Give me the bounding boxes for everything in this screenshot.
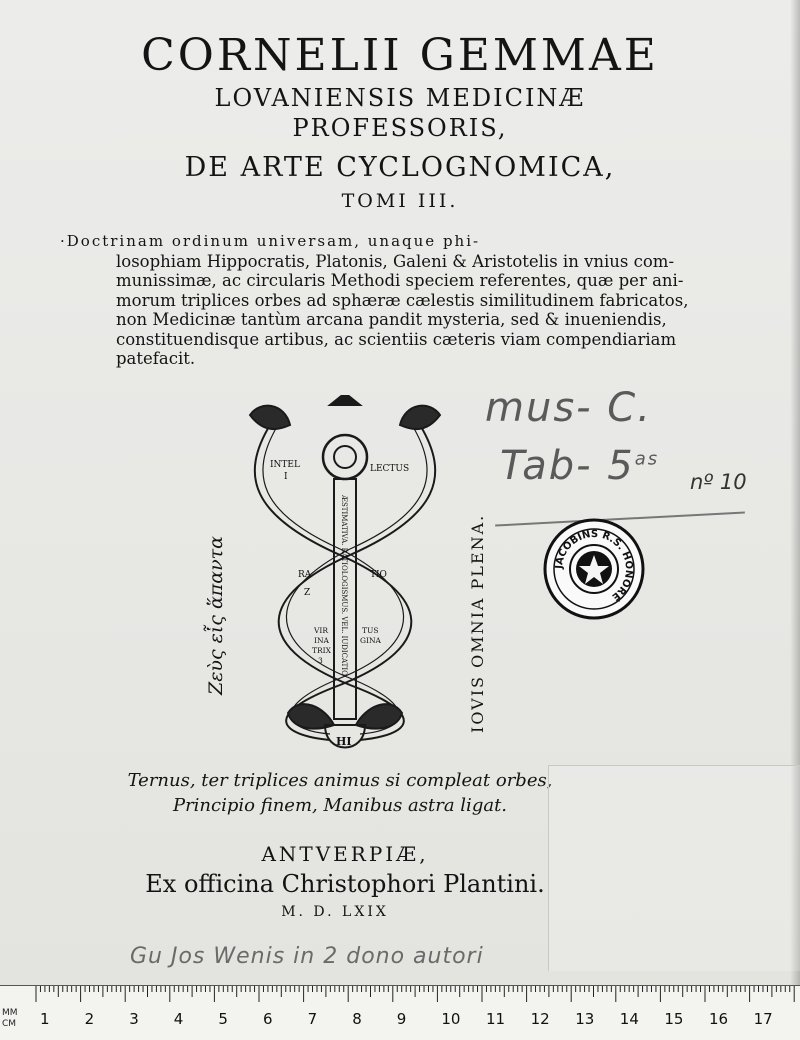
description-paragraph [60, 232, 760, 369]
handwritten-shelf-number: nº 10 [690, 470, 747, 494]
ruler-number: 3 [129, 1010, 139, 1028]
description-first-line: ·Doctrinam ordinum universam, unaque phi- [60, 232, 481, 250]
ruler-number: 1 [40, 1010, 50, 1028]
handwritten-shelfmark-2: Tab- $5^{as}$ [500, 443, 660, 489]
title-origin: LOVANIENSIS MEDICINÆ [214, 84, 586, 112]
ruler-number: 15 [664, 1010, 684, 1028]
emblem-label-trix: TRIX [312, 646, 331, 655]
emblem-label-intel: INTEL [270, 460, 300, 470]
ruler-number: 2 [84, 1010, 95, 1028]
ruler-number: 5 [218, 1010, 228, 1028]
stamp-text: JACOBINS R.S. HONORÉ [553, 528, 635, 603]
title-volumes: TOMI III. [341, 190, 459, 212]
imprint-printer: Ex officina Christophori Plantini. [145, 870, 545, 898]
emblem-label-gina: GINA [360, 636, 381, 645]
emblem-base-mark: HI [336, 735, 352, 748]
emblem-label-tus: TUS [362, 626, 379, 635]
ruler-number: 10 [441, 1010, 461, 1028]
greek-motto-vertical: Ζεὺς εἷς ἅπαντα [205, 536, 227, 695]
imprint-year: M. D. LXIX [281, 904, 389, 920]
measuring-ruler [0, 985, 800, 1040]
ruler-number: 9 [396, 1010, 407, 1028]
verse-line-2: Principio finem, Manibus astra ligat. [172, 795, 508, 816]
emblem-label-lectus: LECTUS [370, 464, 410, 474]
ruler-number: 11 [486, 1010, 506, 1028]
ruler-number: 12 [530, 1010, 550, 1028]
ruler-number: 16 [709, 1010, 729, 1028]
ruler-number: 6 [263, 1010, 273, 1028]
emblem-label-z: Z [304, 588, 311, 598]
tape-patch [548, 765, 800, 971]
verse-line-1: Ternus, ter triplices animus si compleat orbes, [127, 770, 553, 791]
ruler-number: 14 [619, 1010, 639, 1028]
handwritten-shelfmark-1: mus- C. [485, 385, 652, 431]
description-body: losophiam Hippocratis, Platonis, Galeni & Aristotelis in vnius com- munissimæ, ac circularis Methodi speciem referentes, quæ per ani- morum triplices orbes ad sphæræ cælestis similitudinem fabricatos, non Medicinæ tantùm arcana pandit mysteria, sed & inueniendis, constituendisque artibus, ac scientiis cæteris viam compendiariam patefacit. [116, 251, 689, 368]
ruler-number: 7 [307, 1010, 318, 1028]
title-work: DE ARTE CYCLOGNOMICA, [184, 152, 616, 183]
emblem-label-i: I [284, 472, 288, 482]
handwritten-bottom-note: Gu Jos Wenis in 2 dono autori [130, 944, 484, 969]
ruler-unit-mm: MM [2, 1008, 18, 1018]
ruler-number: 13 [575, 1010, 595, 1028]
imprint-city: ANTVERPIÆ, [261, 842, 429, 866]
library-stamp [543, 518, 645, 620]
ruler-number: 8 [352, 1010, 362, 1028]
caduceus-emblem [230, 395, 460, 767]
latin-motto-vertical: IOVIS OMNIA PLENA. [468, 513, 487, 733]
emblem-staff-text: ÆSTIMATIVA. RATIOLOGISMUS. VEL. IUDICATIO [340, 495, 348, 676]
ruler-number: 4 [173, 1010, 184, 1028]
emblem-label-ra: RA [298, 570, 312, 580]
emblem-label-tio: TIO [370, 570, 387, 580]
emblem-label-vir: VIR [314, 626, 329, 635]
title-author: CORNELII GEMMAE [141, 30, 659, 81]
title-position: PROFESSORIS, [292, 114, 508, 142]
emblem-label-ina: INA [314, 636, 329, 645]
ruler-number: 17 [753, 1010, 773, 1028]
ruler-scale [0, 986, 800, 1040]
emblem-label-3: 3 [318, 656, 323, 665]
ruler-unit-cm: CM [2, 1019, 17, 1029]
